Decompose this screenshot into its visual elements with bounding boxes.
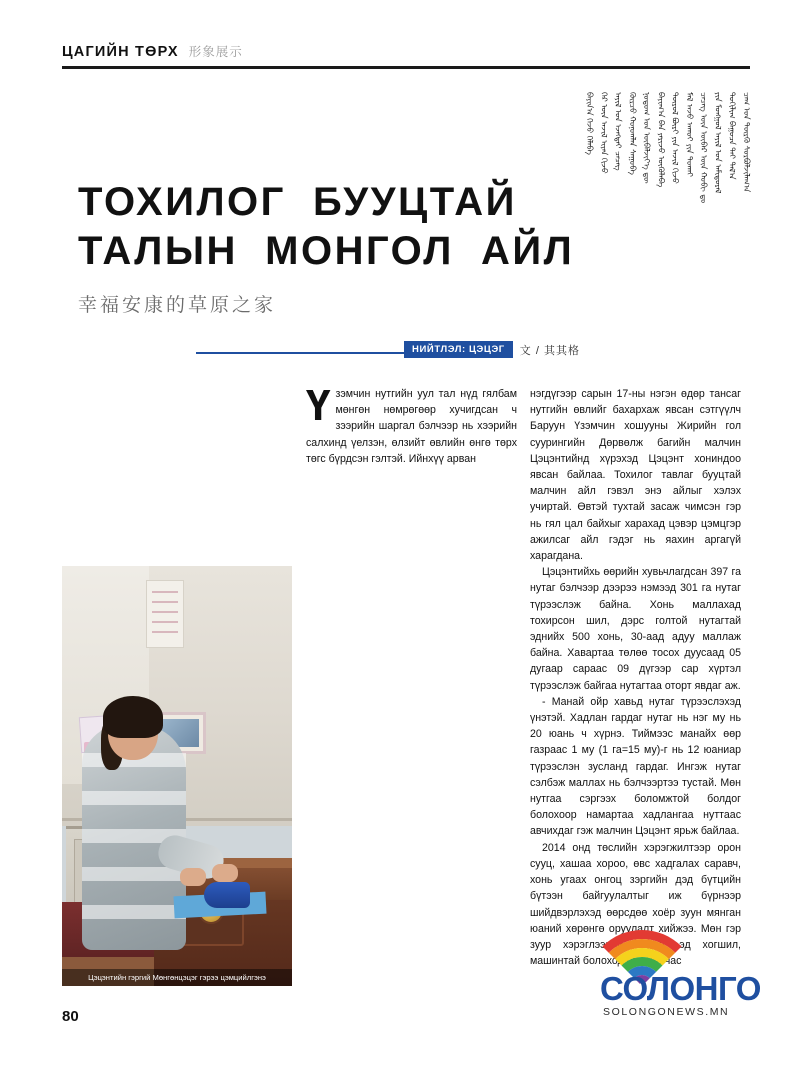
- body-paragraph: [306, 381, 517, 467]
- publication-logo[interactable]: [586, 930, 761, 1022]
- header-kicker-chinese: 形象展示: [188, 45, 243, 59]
- photo-poster: [146, 580, 184, 648]
- header-kicker: ЦАГИЙН ТӨРХ: [62, 44, 179, 60]
- body-column-left: [306, 381, 517, 467]
- page-subtitle-chinese: 幸福安康的草原之家: [78, 294, 277, 316]
- logo-website: SOLONGONEWS.MN: [603, 1006, 730, 1018]
- photo-illustration: [62, 566, 292, 986]
- page-title-line-1: ТОХИЛОГ БУУЦТАЙ: [78, 180, 517, 224]
- mongol-script-column: ᠶᠢᠨ ᠮᠣᠩᠭᠣᠯ ᠠᠶᠢᠯ ᠤᠨ ᠠᠮᠢᠳᠤᠷᠠᠯ: [713, 92, 723, 194]
- photo-woman-hand-right: [212, 864, 238, 882]
- mongol-script-column: ᠨᠤᠲᠤᠭ ᠤᠨ ᠥᠪᠡᠯᠵᠢᠶ᠎ᠡ ᠳᠦ: [642, 92, 651, 184]
- mongol-script-column: ᠪᠠᠶᠢᠨ᠎ᠠ ᠭᠡᠵᠦ ᠬᠡᠯᠡᠪᠡ: [585, 92, 594, 155]
- byline: [404, 341, 580, 358]
- body-paragraph: нэгдүгээр сарын 17-ны нэгэн өдөр тансаг нутгийн өвлийг бахархаж явсан сэтгүүлч Баруун Үзэмчин хошууны Жирийн гол суурингийн Дөрвөлж багийн малчин Цэцэнтийнд хүрэхэд Цэцэнт хониндоо явсан байлаа. Тохилог тавлаг бууцтай малчин айл гэвэл энэ айлыг хэлэх учиртай. Өвтэй тухтай засаж чимсэн гэр нь гял цал байхыг харахад цэвэр цэмцгэр ажилсаг айл гэдэг нь яахин аргагүй харагдана.: [530, 388, 741, 563]
- mongol-script-column: ᠠᠶᠢᠯ ᠤᠨ ᠡᠵᠡᠭᠲᠡᠢ ᠴᠡᠴᠡᠭ: [613, 92, 623, 171]
- photo-iron: [204, 882, 250, 908]
- body-paragraph: 2014 онд төслийн хэрэгжилтээр орон сууц, хашаа хороо, өвс хадгалах саравч, хонь угаах онгоц зэргийн дэд бүтцийн бүтээн байгуулалтыг иж бүрнээр шийдвэрлэхэд өөрсдөө хоёр зуун мянган юаний хөрөнгө оруулалт хийжээ. Мөн гэр зуур хэрэглээний бараа, эд хогшил, машинтай болоход өвлийн час: [530, 841, 741, 968]
- article-title-block: [78, 178, 638, 317]
- mongol-script-column: ᠲᠥᠷᠥᠯ ᠪᠦᠷᠢ ᠶᠢᠨ ᠠᠵᠢᠯ ᠬᠢᠵᠦ: [670, 92, 680, 184]
- byline-author-tag: НИЙТЛЭЛ: ЦЭЦЭГ: [404, 341, 513, 358]
- mongol-script-column: ᠴᠡᠴᠡᠭ ᠦᠨ ᠥᠪᠡᠷ ᠦᠨ ᠬᠤᠪᠢ ᠳᠤ: [699, 92, 708, 204]
- body-paragraph: - Манай ойр хавьд нутаг түрээслэхэд үнэтэй. Хадлан гардаг нутаг нь нэг му нь 20 юань ч хүрнэ. Тиймээс манайх өөр газраас 1 му (1 га=15 му)-г нь 12 юаниар түрээслэн зусланд гардаг. Ингэж нутаг сэлбэж маллах нь бэлчээртээ тустай. Мөн нутгаа сэргээх боломжтой болдог болохоор намартаа хадлангаа нуттаас авчихдаг гэж малчин Цэцэнт ярьж байлаа.: [530, 695, 741, 838]
- mongol-script-column: ᠭᠡᠷ ᠦᠨ ᠠᠵᠢᠯ ᠢᠶᠠᠨ ᠬᠢᠵᠦ: [599, 92, 609, 174]
- page-title-line-2: ТАЛЫН МОНГОЛ АЙЛ: [78, 228, 575, 273]
- photo-woman-hair: [103, 696, 163, 738]
- logo-wordmark: СОЛОНГО: [600, 970, 761, 1007]
- byline-chinese: 文 / 其其格: [519, 344, 580, 357]
- page-number: 80: [62, 1008, 79, 1025]
- mongol-script-column: ᠮᠠᠯ ᠠᠵᠤ ᠠᠬᠤᠢ ᠶᠢᠨ ᠲᠤᠬᠠᠢ: [684, 92, 694, 177]
- body-column-right: [530, 386, 741, 969]
- body-paragraph-text: зэмчин нутгийн уул тал нүд гялбам мөнгөн нөмрөгөөр хучигдсан ч зээрийн шаргал бэлчээр нь хээрийн салхинд үелзэн, өлзийт өвлийн өнгө төрх төгс бүрдсэн гэлтэй. Ийнхүү арван: [306, 388, 517, 465]
- photo-woman-hand-left: [180, 868, 206, 886]
- body-paragraph: Цэцэнтийхь өөрийн хувьчлагдсан 397 га нутаг бэлчээр дээрээ нэмээд 301 га нутаг түрээслэж байна. Хонь маллахад тохирсон шил, дэрс голтой нутагтай эднийх 500 хонь, 30-аад адуу маллаж байна. Хавартаа төлөө тосох дуусаад 05 дугаар сараас 09 дүгээр сар хүртэл түрээслэж байгаа нутагтаа оторт явдаг аж.: [530, 566, 741, 692]
- mongol-script-column: ᠴᠠᠭ ᠤᠨ ᠲᠥᠷᠬᠦ ᠰᠤᠷᠪᠤᠯᠵᠢᠯᠠᠭ᠎ᠠ: [741, 92, 751, 193]
- mongol-script-column: ᠲᠣᠬᠢᠯᠢᠭ ᠪᠠᠭᠤᠴᠠ ᠲᠠᠢ ᠲᠠᠯ᠎ᠠ: [727, 92, 737, 180]
- page-header: [62, 42, 243, 60]
- photo-caption: Цэцэнтийн гэргий Мөнгөнцэцэг гэрээ цэмцийлгэнэ: [62, 969, 292, 986]
- byline-rule: [196, 352, 404, 354]
- header-divider: [62, 66, 750, 69]
- mongol-script-column: ᠪᠠᠶᠢᠭ᠎ᠠ ᠪᠠᠨ ᠶᠠᠷᠢᠵᠤ ᠥᠭᠥᠯᠡᠪᠡ: [656, 92, 666, 188]
- article-photo: [62, 566, 292, 986]
- mongol-script-column: ᠬᠦᠷᠴᠦ ᠬᠣᠨᠣᠭᠯᠠᠨ ᠰᠠᠭᠤᠪᠠ: [627, 92, 637, 175]
- drop-cap: Ү: [306, 381, 331, 430]
